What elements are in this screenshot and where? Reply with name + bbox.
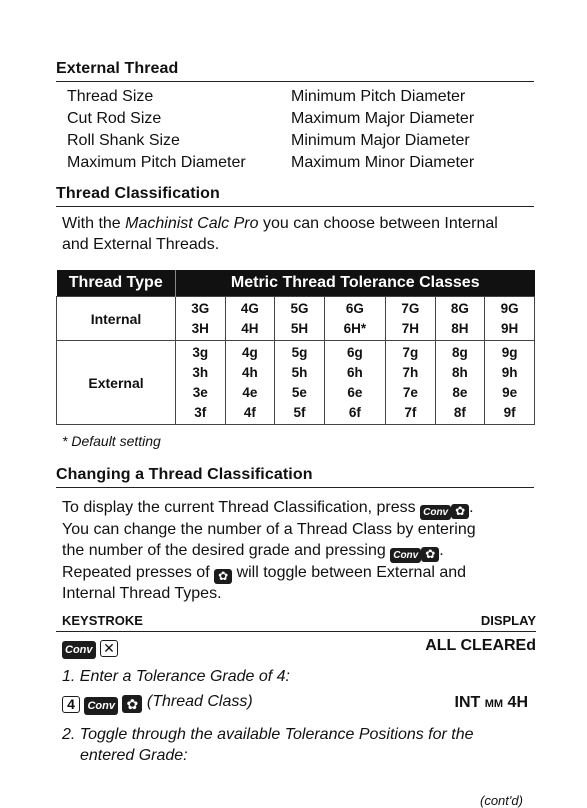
table-cell (176, 297, 226, 341)
conv-key-icon: Conv (390, 548, 421, 563)
class-value: 9H (500, 320, 519, 336)
class-value: 6e (347, 384, 363, 400)
class-value: 4f (243, 404, 256, 420)
table-cell (225, 297, 275, 341)
display-int-mm-4h (420, 694, 528, 712)
step-2-text (62, 724, 474, 766)
clear-key-icon: ✕ (100, 640, 118, 657)
class-value: 5h (291, 364, 308, 380)
display-text: 4H (507, 694, 528, 711)
class-value: 4e (242, 384, 258, 400)
class-value: 7G (401, 300, 420, 316)
instruction-text: To display the current Thread Classification, press (62, 499, 416, 516)
class-value: 6G (345, 300, 364, 316)
class-value: 3f (194, 404, 207, 420)
table-cell (386, 297, 436, 341)
class-value: 6H* (343, 320, 367, 336)
list-item: Roll Shank Size (67, 132, 180, 149)
class-value: 5f (293, 404, 306, 420)
class-value: 7g (402, 344, 419, 360)
table-cell (176, 341, 226, 425)
keystroke-clear (62, 637, 118, 659)
keystroke-header: KEYSTROKE (62, 613, 143, 628)
class-value: 5G (290, 300, 309, 316)
thread-key-icon: ✿ (451, 504, 469, 519)
step-2-line: 2. Toggle through the available Tolerance Positions for the (62, 726, 474, 743)
thread-key-icon: ✿ (122, 695, 142, 713)
class-value: 8e (452, 384, 468, 400)
section-title-thread-classification: Thread Classification (56, 185, 534, 207)
table-row-internal (57, 297, 535, 341)
class-value: 8h (452, 364, 468, 380)
changing-instructions (62, 498, 536, 604)
step-1-text: 1. Enter a Tolerance Grade of 4: (62, 668, 290, 685)
keystroke-divider (56, 631, 536, 632)
table-cell (435, 341, 485, 425)
class-value: 3e (192, 384, 208, 400)
class-value: 6g (347, 344, 363, 360)
list-item: Maximum Pitch Diameter (67, 154, 246, 171)
step-2-line: entered Grade: (80, 747, 188, 764)
product-name: Machinist Calc Pro (125, 215, 259, 232)
thread-classification-intro (62, 214, 532, 255)
class-value: 7H (401, 320, 419, 336)
class-value: 8f (453, 404, 466, 420)
list-item: Minimum Major Diameter (291, 132, 470, 149)
class-value: 8G (450, 300, 469, 316)
table-cell (435, 297, 485, 341)
thread-key-icon: ✿ (421, 547, 439, 562)
display-header: DISPLAY (480, 613, 536, 628)
class-value: 5e (291, 384, 307, 400)
header-thread-type: Thread Type (57, 270, 176, 297)
conv-key-icon: Conv (62, 641, 96, 659)
list-item: Maximum Minor Diameter (291, 154, 475, 171)
instruction-line: the number of the desired grade and pressing Conv ✿ . (62, 541, 444, 561)
class-value: 5g (291, 344, 308, 360)
table-cell (225, 341, 275, 425)
class-value: 4H (241, 320, 259, 336)
table-cell (485, 297, 535, 341)
class-value: 9f (503, 404, 516, 420)
conv-key-icon: Conv (420, 505, 451, 520)
keystroke-step-1 (62, 693, 253, 715)
class-value: 3H (191, 320, 209, 336)
table-cell (275, 341, 325, 425)
class-value: 4g (241, 344, 258, 360)
class-value: 3h (192, 364, 209, 380)
thread-class-label: (Thread Class) (146, 693, 253, 710)
class-value: 8g (452, 344, 468, 360)
class-value: 4G (240, 300, 259, 316)
class-value: 9h (501, 364, 518, 380)
continued-note: (cont'd) (480, 793, 523, 808)
class-value: 7h (402, 364, 419, 380)
list-item: Minimum Pitch Diameter (291, 88, 466, 105)
class-value: 3g (192, 344, 209, 360)
intro-text: you can choose between Internal (258, 215, 498, 232)
class-value: 5H (290, 320, 309, 336)
instruction-line: Internal Thread Types. (62, 584, 222, 602)
instruction-text: will toggle between External and (236, 563, 467, 581)
class-value: 8H (451, 320, 469, 336)
class-value: 7f (404, 404, 417, 420)
display-all-cleared: ALL CLEAREd (425, 637, 536, 654)
thread-key-icon: ✿ (214, 569, 232, 584)
class-value: 6f (348, 404, 361, 420)
row-label-internal: Internal (57, 297, 176, 341)
display-unit: MM (484, 698, 504, 710)
class-value: 7e (402, 384, 418, 400)
instruction-line (62, 563, 536, 584)
tolerance-classes-table (56, 270, 535, 425)
class-value: 6h (347, 364, 363, 380)
table-cell (324, 341, 385, 425)
section-title-changing-classification: Changing a Thread Classification (56, 466, 534, 488)
section-title-external-thread: External Thread (56, 60, 534, 82)
header-tolerance-classes: Metric Thread Tolerance Classes (176, 270, 535, 297)
table-cell (324, 297, 385, 341)
list-item: Thread Size (67, 88, 154, 105)
table-cell (275, 297, 325, 341)
row-label-external: External (57, 341, 176, 425)
default-setting-footnote: * Default setting (62, 433, 161, 449)
list-item: Cut Rod Size (67, 110, 162, 127)
intro-text: and External Threads. (62, 235, 220, 253)
conv-key-icon: Conv (84, 697, 118, 715)
instruction-line: You can change the number of a Thread Class by entering (62, 521, 476, 538)
list-item: Maximum Major Diameter (291, 110, 475, 127)
instruction-text: the number of the desired grade and pressing (62, 541, 386, 559)
class-value: 9g (501, 344, 518, 360)
class-value: 4h (241, 364, 258, 380)
class-value: 9e (502, 384, 518, 400)
table-cell (386, 341, 436, 425)
instruction-text: Repeated presses of (62, 563, 210, 581)
intro-text: With the (62, 215, 126, 232)
display-text: INT (454, 694, 481, 711)
class-value: 3G (191, 300, 210, 316)
table-cell (485, 341, 535, 425)
class-value: 9G (500, 300, 519, 316)
instruction-line: To display the current Thread Classification, press Conv ✿ . (62, 499, 474, 518)
table-row-external (57, 341, 535, 425)
digit-4-key-icon: 4 (62, 696, 80, 713)
